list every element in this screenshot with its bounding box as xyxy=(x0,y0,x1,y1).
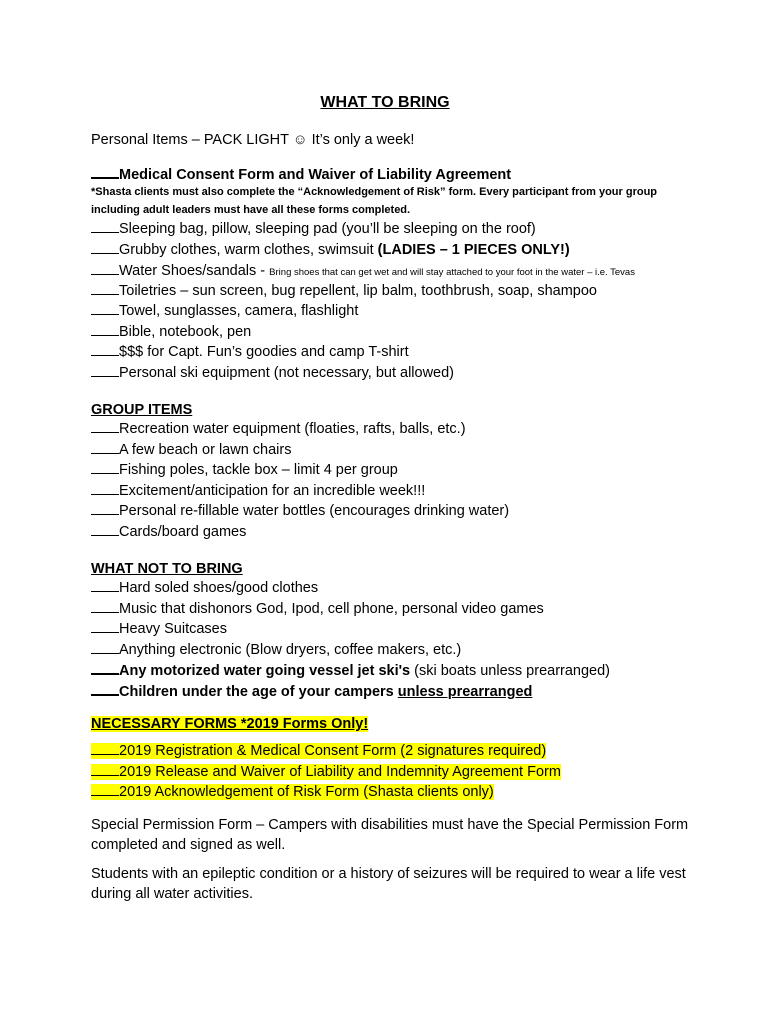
checkbox-blank[interactable] xyxy=(91,578,119,592)
checkbox-blank[interactable] xyxy=(91,481,119,495)
checkbox-blank[interactable] xyxy=(91,640,119,654)
intro-line: Personal Items – PACK LIGHT ☺ It’s only a week! xyxy=(91,132,415,148)
list-item: Personal ski equipment (not necessary, but allowed) xyxy=(91,363,454,382)
list-item: Personal re-fillable water bottles (encourages drinking water) xyxy=(91,501,509,520)
list-item: Sleeping bag, pillow, sleeping pad (you’ll be sleeping on the roof) xyxy=(91,219,536,238)
list-item: Bible, notebook, pen xyxy=(91,322,251,341)
list-item: A few beach or lawn chairs xyxy=(91,440,291,459)
checkbox-blank[interactable] xyxy=(91,363,119,377)
forms-heading: NECESSARY FORMS *2019 Forms Only! xyxy=(91,716,369,732)
checkbox-blank[interactable] xyxy=(91,164,119,179)
list-item: Toiletries – sun screen, bug repellent, lip balm, toothbrush, soap, shampoo xyxy=(91,281,597,300)
checkbox-blank[interactable] xyxy=(91,762,119,776)
epileptic-paragraph: Students with an epileptic condition or a history of seizures will be required to wear a life vest during all water activities. xyxy=(91,866,686,902)
list-item: Children under the age of your campers unless prearranged xyxy=(91,681,532,701)
checkbox-blank[interactable] xyxy=(91,619,119,633)
checkbox-blank[interactable] xyxy=(91,342,119,356)
form-item: 2019 Acknowledgement of Risk Form (Shasta clients only) xyxy=(91,782,494,801)
medical-form-note: *Shasta clients must also complete the “Acknowledgement of Risk” form. Every participant from your group including adult leaders must have all these forms completed. xyxy=(91,186,658,216)
list-item: Heavy Suitcases xyxy=(91,619,227,638)
shoes-note: Bring shoes that can get wet and will stay attached to your foot in the water – i.e. Tevas xyxy=(269,267,635,278)
checkbox-blank[interactable] xyxy=(91,741,119,755)
list-item: Anything electronic (Blow dryers, coffee makers, etc.) xyxy=(91,640,461,659)
list-item: Any motorized water going vessel jet ski's (ski boats unless prearranged) xyxy=(91,660,610,680)
list-item: Grubby clothes, warm clothes, swimsuit (LADIES – 1 PIECES ONLY!) xyxy=(91,240,570,259)
checkbox-blank[interactable] xyxy=(91,440,119,454)
list-item: Music that dishonors God, Ipod, cell phone, personal video games xyxy=(91,599,544,618)
checkbox-blank[interactable] xyxy=(91,599,119,613)
list-item: Recreation water equipment (floaties, rafts, balls, etc.) xyxy=(91,419,466,438)
checkbox-blank[interactable] xyxy=(91,460,119,474)
checkbox-blank[interactable] xyxy=(91,261,119,275)
page-title: WHAT TO BRING xyxy=(320,94,450,111)
list-item: Hard soled shoes/good clothes xyxy=(91,578,318,597)
checkbox-blank[interactable] xyxy=(91,782,119,796)
list-item: Fishing poles, tackle box – limit 4 per group xyxy=(91,460,398,479)
not-bring-heading: WHAT NOT TO BRING xyxy=(91,561,243,577)
list-item: $$$ for Capt. Fun’s goodies and camp T-shirt xyxy=(91,342,409,361)
list-item: Cards/board games xyxy=(91,522,246,541)
form-item: 2019 Registration & Medical Consent Form (2 signatures required) xyxy=(91,741,546,760)
ladies-note: (LADIES – 1 PIECES ONLY!) xyxy=(377,242,570,258)
checkbox-blank[interactable] xyxy=(91,660,119,675)
list-item: Water Shoes/sandals - Bring shoes that can get wet and will stay attached to your foot in the water – i.e. Tevas xyxy=(91,261,635,282)
special-permission-paragraph: Special Permission Form – Campers with disabilities must have the Special Permission Form completed and signed as well. xyxy=(91,817,689,853)
checkbox-blank[interactable] xyxy=(91,301,119,315)
checkbox-blank[interactable] xyxy=(91,681,119,696)
checkbox-blank[interactable] xyxy=(91,322,119,336)
checkbox-blank[interactable] xyxy=(91,419,119,433)
checkbox-blank[interactable] xyxy=(91,240,119,254)
checkbox-blank[interactable] xyxy=(91,522,119,536)
checkbox-blank[interactable] xyxy=(91,219,119,233)
medical-form-line xyxy=(91,164,511,184)
checkbox-blank[interactable] xyxy=(91,281,119,295)
list-item: Towel, sunglasses, camera, flashlight xyxy=(91,301,358,320)
medical-form-label: Medical Consent Form and Waiver of Liability Agreement xyxy=(119,167,512,183)
checkbox-blank[interactable] xyxy=(91,501,119,515)
form-item: 2019 Release and Waiver of Liability and Indemnity Agreement Form xyxy=(91,762,561,781)
group-items-heading: GROUP ITEMS xyxy=(91,402,193,418)
list-item: Excitement/anticipation for an incredible week!!! xyxy=(91,481,425,500)
